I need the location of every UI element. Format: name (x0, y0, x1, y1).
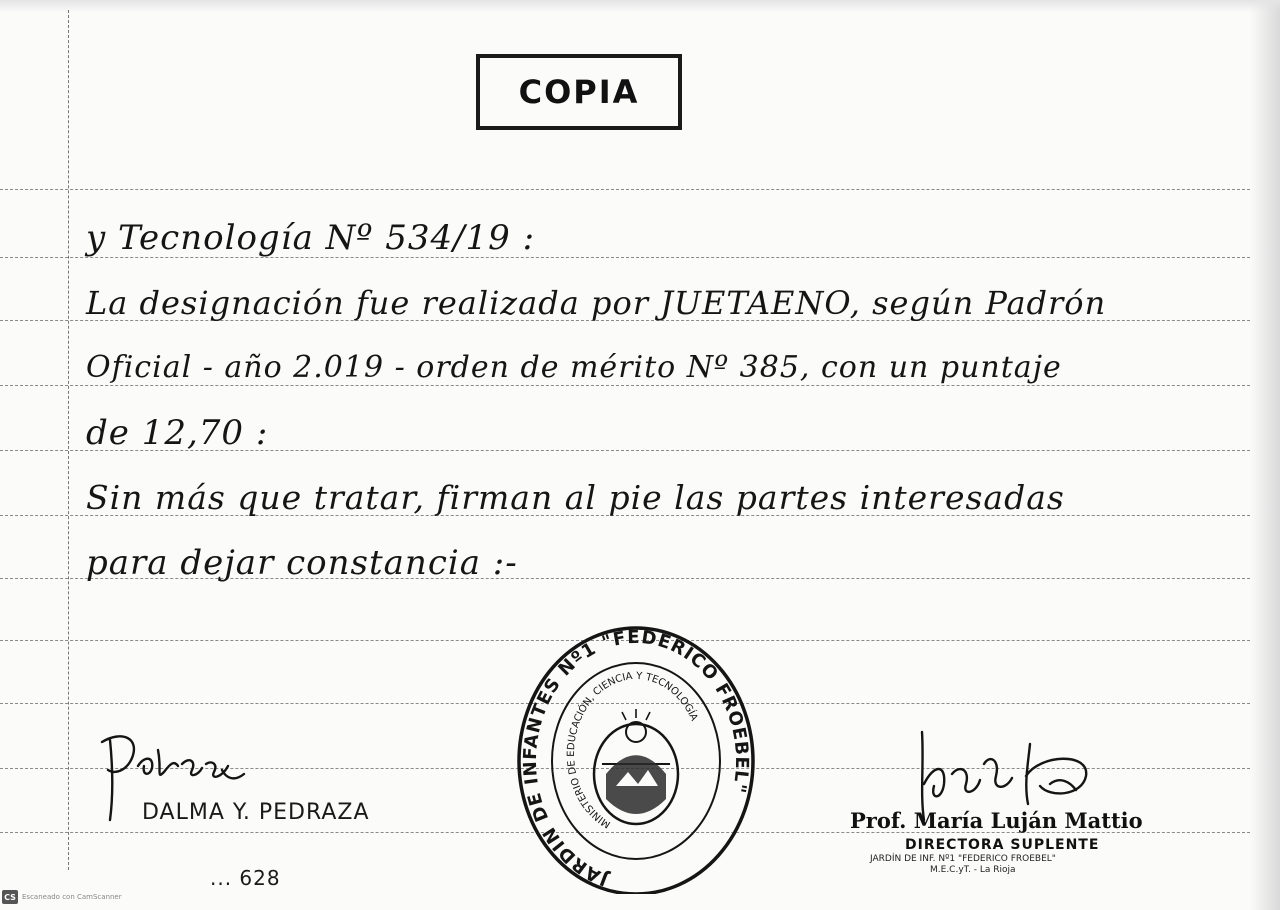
director-name: Prof. María Luján Mattio (850, 808, 1143, 833)
camscanner-icon: CS (2, 890, 18, 904)
margin-line (68, 10, 69, 870)
body-line-6: para dejar constancia :- (86, 543, 518, 583)
body-line-2: La designación fue realizada por JUETAENO, según Padrón (86, 284, 1107, 322)
ruled-line (0, 189, 1250, 190)
body-line-5: Sin más que tratar, firman al pie las partes interesadas (86, 478, 1065, 517)
left-partial-line: ... 628 (210, 866, 281, 890)
copia-stamp (476, 54, 682, 130)
body-line-3: Oficial - año 2.019 - orden de mérito Nº 385, con un puntaje (86, 350, 1062, 385)
ruled-line (0, 385, 1250, 386)
director-title: DIRECTORA SUPLENTE (905, 837, 1100, 853)
copia-stamp-text: COPIA (518, 73, 640, 111)
page-edge-shadow (1250, 0, 1280, 910)
official-seal (516, 624, 756, 894)
director-location: M.E.C.yT. - La Rioja (930, 865, 1016, 875)
scanner-watermark-text: Escaneado con CamScanner (22, 893, 122, 901)
body-line-1: y Tecnología Nº 534/19 : (86, 218, 536, 258)
scanner-watermark (2, 890, 122, 904)
director-institution: JARDÍN DE INF. Nº1 "FEDERICO FROEBEL" (870, 854, 1056, 864)
seal-outer-text: JARDÍN DE INFANTES Nº1 "FEDERICO FROEBEL" (519, 626, 753, 890)
seal-inner-text: MINISTERIO DE EDUCACIÓN, CIENCIA Y TECNOLOGÍA (566, 670, 700, 830)
director-stamp (850, 808, 1150, 875)
coat-of-arms-icon (594, 709, 678, 824)
page-top-shadow (0, 0, 1280, 12)
left-printed-name: DALMA Y. PEDRAZA (142, 800, 370, 825)
body-line-4: de 12,70 : (86, 413, 269, 453)
